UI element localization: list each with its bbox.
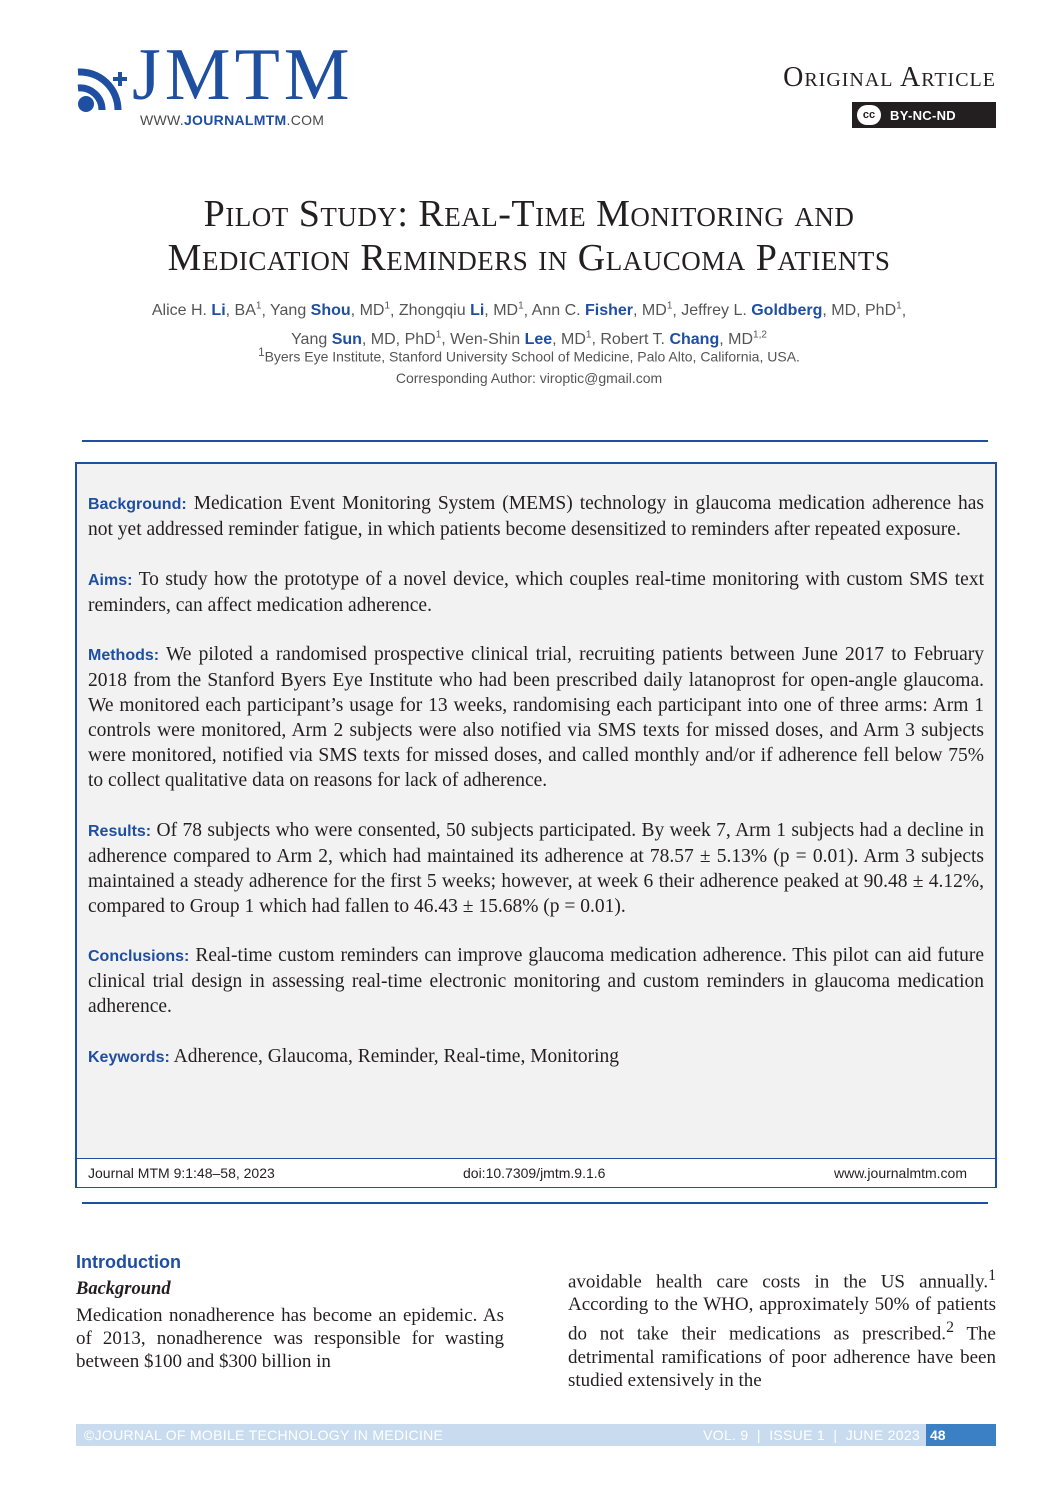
logo-wordmark: JMTM bbox=[132, 34, 354, 116]
doi-link[interactable]: doi:10.7309/jmtm.9.1.6 bbox=[463, 1165, 606, 1181]
author: Yang Sun, MD, PhD$^1$ bbox=[291, 329, 442, 348]
article-type-label: Original Article bbox=[783, 62, 996, 93]
author-surname: Lee bbox=[524, 330, 553, 348]
reference-marker[interactable]: 2 bbox=[946, 1319, 954, 1337]
subsection-heading: Background bbox=[76, 1279, 171, 1299]
divider bbox=[82, 1202, 988, 1204]
article-title bbox=[60, 192, 998, 280]
author: Zhongqiu Li, $MD^1$ bbox=[398, 301, 524, 320]
author-list: Alice H. Li, $BA^1$, Yang Shou, $MD^1$, Zhongqiu Li, $MD^1$, Ann C. Fisher, $MD^1$, Jeffrey L. Goldberg, MD, PhD$^1$, Yang Sun, MD, PhD$^1$, Wen-Shin Lee, $MD^1$, Robert T. Chang, MD$^{1,2}$ bbox=[151, 301, 907, 348]
author: Robert T. Chang, MD$^{1,2}$ bbox=[600, 329, 767, 348]
license-text: BY-NC-ND bbox=[890, 107, 956, 123]
abstract-box bbox=[75, 462, 997, 1188]
right-column bbox=[568, 1264, 996, 1392]
author-surname: Li bbox=[470, 302, 485, 320]
author-surname: Sun bbox=[331, 330, 362, 348]
body-paragraph: Medication nonadherence has become an epidemic. As of 2013, nonadherence was responsible for wasting between $100 and $300 billion in bbox=[76, 1305, 504, 1372]
section-heading: Introduction bbox=[76, 1252, 181, 1272]
author-surname: Li bbox=[211, 302, 226, 320]
corresponding-author[interactable]: Corresponding Author: viroptic@gmail.com bbox=[395, 370, 663, 386]
wireless-cross-icon bbox=[74, 58, 132, 114]
author: Yang Shou, $MD^1$ bbox=[270, 301, 391, 320]
divider bbox=[82, 440, 988, 442]
title-line: Pilot Study: Real-Time Monitoring and bbox=[203, 193, 855, 235]
footer-journal: ©JOURNAL OF MOBILE TECHNOLOGY IN MEDICINE bbox=[84, 1427, 444, 1443]
footer-issue: VOL. 9 | ISSUE 1 | JUNE 2023 bbox=[703, 1427, 920, 1443]
abstract-footer bbox=[77, 1158, 995, 1187]
logo-url: WWW.JOURNALMTM.COM bbox=[140, 112, 325, 128]
author-surname: Chang bbox=[669, 330, 720, 348]
author-surname: Fisher bbox=[585, 302, 634, 320]
affiliation: $^1$Byers Eye Institute, Stanford University School of Medicine, Palo Alto, California, USA. bbox=[258, 346, 800, 365]
abstract-conclusions: Conclusions: Real-time custom reminders can improve glaucoma medication adherence. This pilot can aid future clinical trial design in assessing real-time electronic monitoring and custom reminders in glaucoma medication adherence. bbox=[88, 945, 984, 1017]
author: Alice H. Li, $BA^1$ bbox=[151, 301, 262, 320]
title-line: Medication Reminders in Glaucoma Patients bbox=[167, 237, 891, 279]
journal-link[interactable]: www.journalmtm.com bbox=[833, 1165, 967, 1181]
abstract-results: Results: Of 78 subjects who were consented, 50 subjects participated. By week 7, Arm 1 subjects had a decline in adherence compared to Arm 2, which had maintained its adherence at 78.57 ± 5.13% (p = 0.01). Arm 3 subjects maintained a steady adherence for the first 5 weeks; however, at week 6 their adherence peaked at 90.48 ± 4.12%, compared to Group 1 which had fallen to 46.43 ± 15.68% (p = 0.01). bbox=[88, 819, 984, 917]
abstract-methods: Methods: We piloted a randomised prospective clinical trial, recruiting patients between June 2017 to February 2018 from the Stanford Byers Eye Institute who had been prescribed daily latanoprost for open-angle glaucoma. We monitored each participant’s usage for 13 weeks, randomising each participant into one of three arms: Arm 1 controls were monitored, Arm 2 subjects were also notified via SMS texts for missed doses, and Arm 3 subjects were monitored, notified via SMS texts for missed doses, and called monthly and/or if adherence fell below 75% to collect qualitative data on reasons for lack of adherence. bbox=[88, 644, 984, 791]
creative-commons-icon: cc bbox=[857, 105, 881, 125]
journal-logo bbox=[74, 34, 374, 134]
abstract-aims: Aims: To study how the prototype of a novel device, which couples real-time monitoring with custom SMS text reminders, can affect medication adherence. bbox=[88, 568, 984, 616]
page-footer bbox=[76, 1424, 996, 1446]
reference-marker[interactable]: 1 bbox=[988, 1267, 996, 1284]
abstract-background: Background: Medication Event Monitoring System (MEMS) technology in glaucoma medication adherence has not yet addressed reminder fatigue, in which patients become desensitized to reminders after repeated exposure. bbox=[88, 493, 985, 540]
author-surname: Shou bbox=[310, 302, 351, 320]
author: Jeffrey L. Goldberg, MD, PhD$^1$ bbox=[681, 301, 902, 320]
body-paragraph: avoidable health care costs in the US annually.$^1$ According to the WHO, approximately 50% of patients do not take their medications as prescribed.$^2$ The detrimental ramifications of poor adherence have been studied extensively in the bbox=[568, 1267, 996, 1391]
abstract-keywords: Keywords: Adherence, Glaucoma, Reminder, Real-time, Monitoring bbox=[88, 1045, 620, 1067]
license-badge[interactable] bbox=[852, 102, 996, 128]
left-column bbox=[76, 1250, 504, 1373]
author: Ann C. Fisher, $MD^1$ bbox=[531, 301, 673, 320]
author: Wen-Shin Lee, $MD^1$ bbox=[450, 329, 592, 348]
page-number: 48 bbox=[926, 1424, 996, 1446]
author-surname: Goldberg bbox=[751, 302, 823, 320]
citation: Journal MTM 9:1:48–58, 2023 bbox=[88, 1165, 275, 1181]
